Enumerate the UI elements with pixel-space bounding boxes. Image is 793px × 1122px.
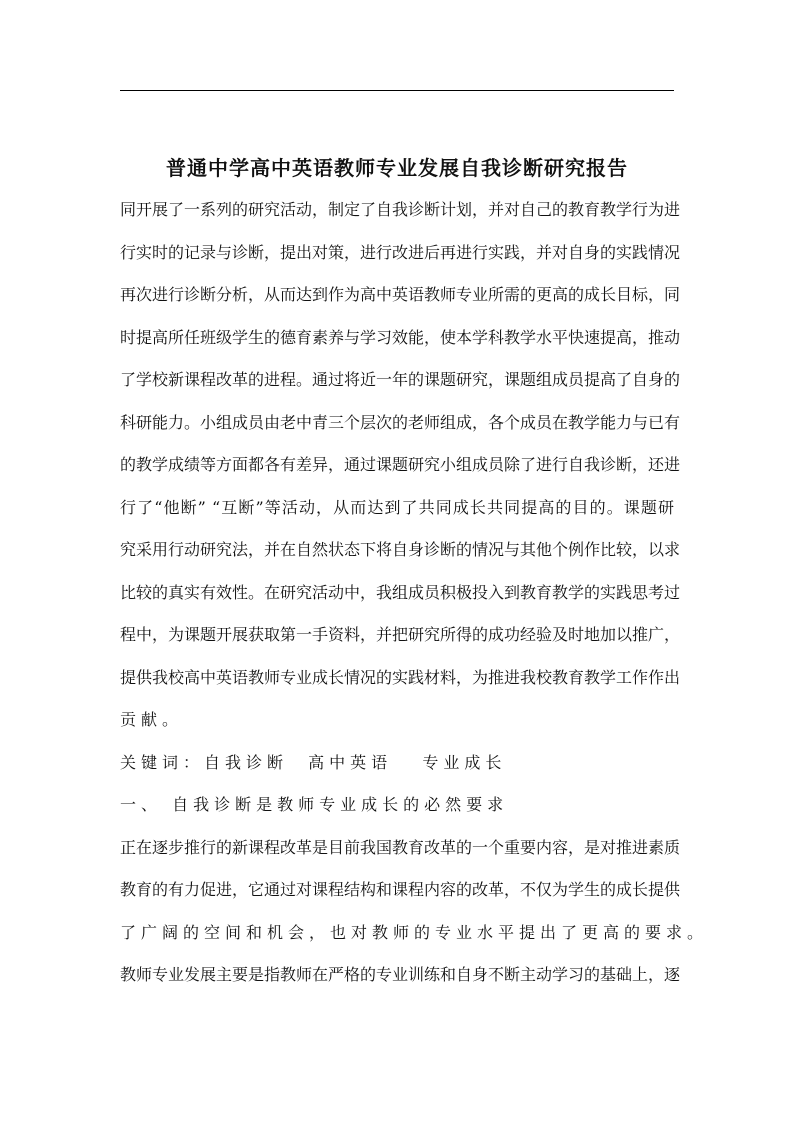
paragraph-line: 行实时的记录与诊断，提出对策，进行改进后再进行实践，并对自身的实践情况	[120, 242, 681, 262]
paragraph-line: 提供我校高中英语教师专业成长情况的实践材料，为推进我校教育教学工作作出	[120, 667, 681, 687]
paragraph-line: 再次进行诊断分析，从而达到作为高中英语教师专业所需的更高的成长目标，同	[120, 285, 681, 304]
section-heading: 一、 自我诊断是教师专业成长的必然要求	[120, 795, 509, 814]
paragraph-line: 时提高所任班级学生的德育素养与学习效能，使本学科教学水平快速提高，推动	[120, 327, 681, 347]
document-title: 普通中学高中英语教师专业发展自我诊断研究报告	[166, 156, 628, 180]
paragraph-line: 贡献。	[120, 710, 184, 729]
paragraph-line: 科研能力。小组成员由老中青三个层次的老师组成，各个成员在教学能力与已有	[120, 412, 681, 432]
paragraph-line: 了学校新课程改革的进程。通过将近一年的课题研究，课题组成员提高了自身的	[120, 370, 681, 389]
paragraph-line: 程中，为课题开展获取第一手资料，并把研究所得的成功经验及时地加以推广，	[120, 625, 681, 644]
header-rule	[120, 90, 674, 91]
paragraph-line: 正在逐步推行的新课程改革是目前我国教育改革的一个重要内容，是对推进素质	[120, 837, 681, 857]
paragraph-line: 同开展了一系列的研究活动，制定了自我诊断计划，并对自己的教育教学行为进	[120, 200, 681, 219]
paragraph-line: 比较的真实有效性。在研究活动中，我组成员积极投入到教育教学的实践思考过	[120, 582, 681, 602]
keywords-line: 关键词：自我诊断 高中英语 专业成长	[120, 752, 507, 772]
paragraph-line: 教师专业发展主要是指教师在严格的专业训练和自身不断主动学习的基础上，逐	[120, 965, 681, 984]
paragraph-line: 教育的有力促进，它通过对课程结构和课程内容的改革，不仅为学生的成长提供	[120, 880, 681, 899]
paragraph-line: 行了“他断” “互断”等活动，从而达到了共同成长共同提高的目的。课题研	[120, 497, 674, 517]
paragraph-line: 了广阔的空间和机会，也对教师的专业水平提出了更高的要求。	[120, 922, 709, 942]
paragraph-line: 究采用行动研究法，并在自然状态下将自身诊断的情况与其他个例作比较，以求	[120, 540, 681, 559]
paragraph-line: 的教学成绩等方面都各有差异，通过课题研究小组成员除了进行自我诊断，还进	[120, 455, 681, 474]
